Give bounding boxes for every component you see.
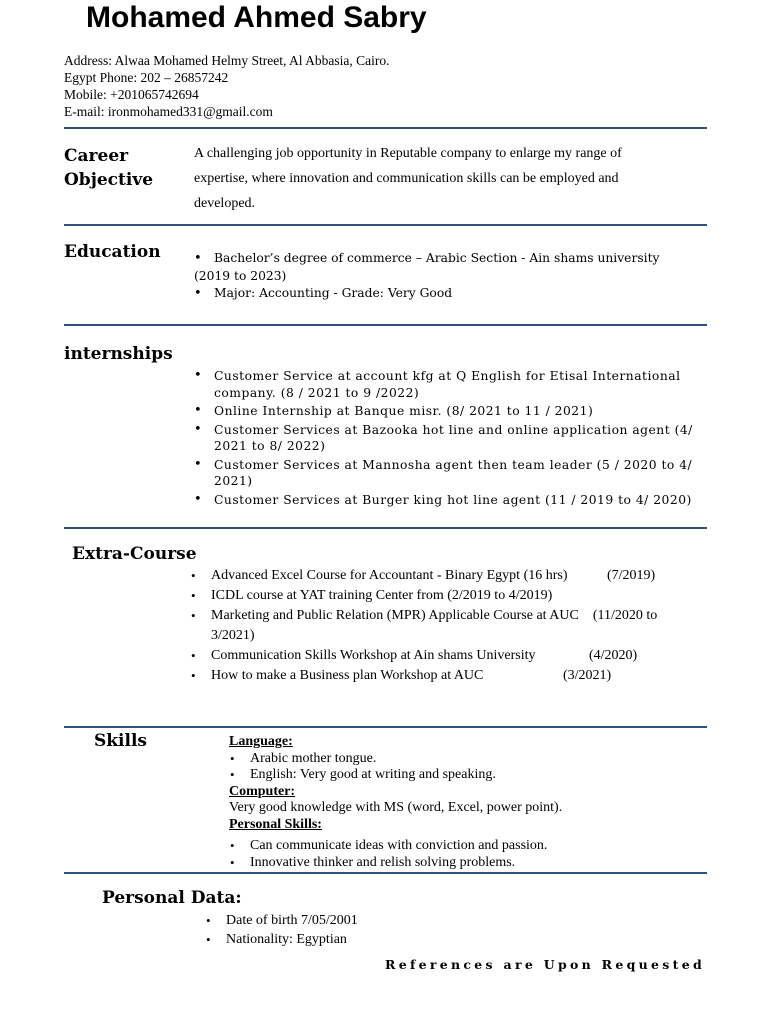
personal-skill-item: • Can communicate ideas with conviction and passion. (250, 838, 699, 855)
language-item: • English: Very good at writing and speaking. (250, 767, 699, 784)
candidate-name: Mohamed Ahmed Sabry (86, 1, 427, 34)
course-item (211, 586, 681, 606)
course-date: (3/2021) (563, 668, 612, 683)
course-name: Communication Skills Workshop at Ain shams University (211, 648, 536, 663)
course-name: How to make a Business plan Workshop at AUC (211, 668, 484, 683)
education-item: • Bachelor’s degree of commerce – Arabic Section - Ain shams university (2019 to 2023) (194, 250, 664, 285)
section-divider (64, 127, 707, 129)
email-line: E-mail: ironmohamed331@gmail.com (64, 104, 273, 119)
personal-data-list (226, 911, 526, 949)
internship-item: • Customer Services at Bazooka hot line and online application agent (4/ 2021 to 8/ 2022) (214, 422, 706, 455)
internships-list (214, 368, 706, 508)
computer-label: Computer: (229, 783, 296, 799)
career-objective-text: A challenging job opportunity in Reputable company to enlarge my range of expertise, where innovation and communication skills can be employed and developed. (194, 146, 622, 211)
course-list (211, 566, 681, 686)
section-divider (64, 324, 707, 326)
references-note: References are Upon Requested (385, 957, 705, 972)
education-heading: Education (64, 242, 161, 262)
course-name: Marketing and Public Relation (MPR) Applicable Course at AUC (211, 608, 579, 623)
internship-item: • Customer Services at Burger king hot line agent (11 / 2019 to 4/ 2020) (214, 492, 706, 509)
phone-line: Egypt Phone: 202 – 26857242 (64, 70, 229, 85)
internship-item: • Customer Services at Mannosha agent then team leader (5 / 2020 to 4/ 2021) (214, 457, 706, 490)
computer-text: Very good knowledge with MS (word, Excel, power point). (229, 800, 563, 815)
course-item (211, 646, 681, 666)
personal-skill-item: • Innovative thinker and relish solving problems. (250, 855, 699, 872)
personal-data-item: • Date of birth 7/05/2001 (226, 911, 526, 930)
address-line: Address: Alwaa Mohamed Helmy Street, Al Abbasia, Cairo. (64, 53, 390, 68)
course-name: ICDL course at YAT training Center from (2/2019 to 4/2019) (211, 588, 553, 603)
extra-course-heading: Extra-Course (72, 544, 197, 564)
language-item: • Arabic mother tongue. (250, 751, 699, 768)
internships-heading: internships (64, 344, 173, 364)
language-label: Language: (229, 734, 293, 749)
mobile-line: Mobile: +201065742694 (64, 87, 199, 102)
skills-heading: Skills (94, 731, 148, 751)
course-item (211, 566, 681, 586)
section-divider (64, 527, 707, 529)
section-divider (64, 726, 707, 728)
section-divider (64, 224, 707, 226)
course-date: (4/2020) (589, 648, 638, 663)
internship-item: • Customer Service at account kfg at Q English for Etisal International company. (8 / 2021 to 9 /2022) (214, 368, 706, 401)
language-list (250, 751, 699, 784)
education-list (194, 250, 664, 303)
personal-data-item: • Nationality: Egyptian (226, 930, 526, 949)
course-date: (7/2019) (607, 568, 656, 583)
personal-data-heading: Personal Data: (102, 888, 242, 908)
course-item (211, 666, 681, 686)
education-item: • Major: Accounting - Grade: Very Good (214, 285, 664, 303)
personal-skills-list (250, 838, 699, 871)
personal-skills-label: Personal Skills: (229, 816, 322, 832)
section-divider (64, 872, 707, 874)
course-item (211, 606, 681, 646)
internship-item: • Online Internship at Banque misr. (8/ 2021 to 11 / 2021) (214, 403, 706, 420)
skills-block (229, 734, 699, 871)
course-date: (11/2020 to 3/2021) (211, 608, 658, 643)
career-objective-heading: Career Objective (64, 146, 154, 190)
course-name: Advanced Excel Course for Accountant - Binary Egypt (16 hrs) (211, 568, 568, 583)
